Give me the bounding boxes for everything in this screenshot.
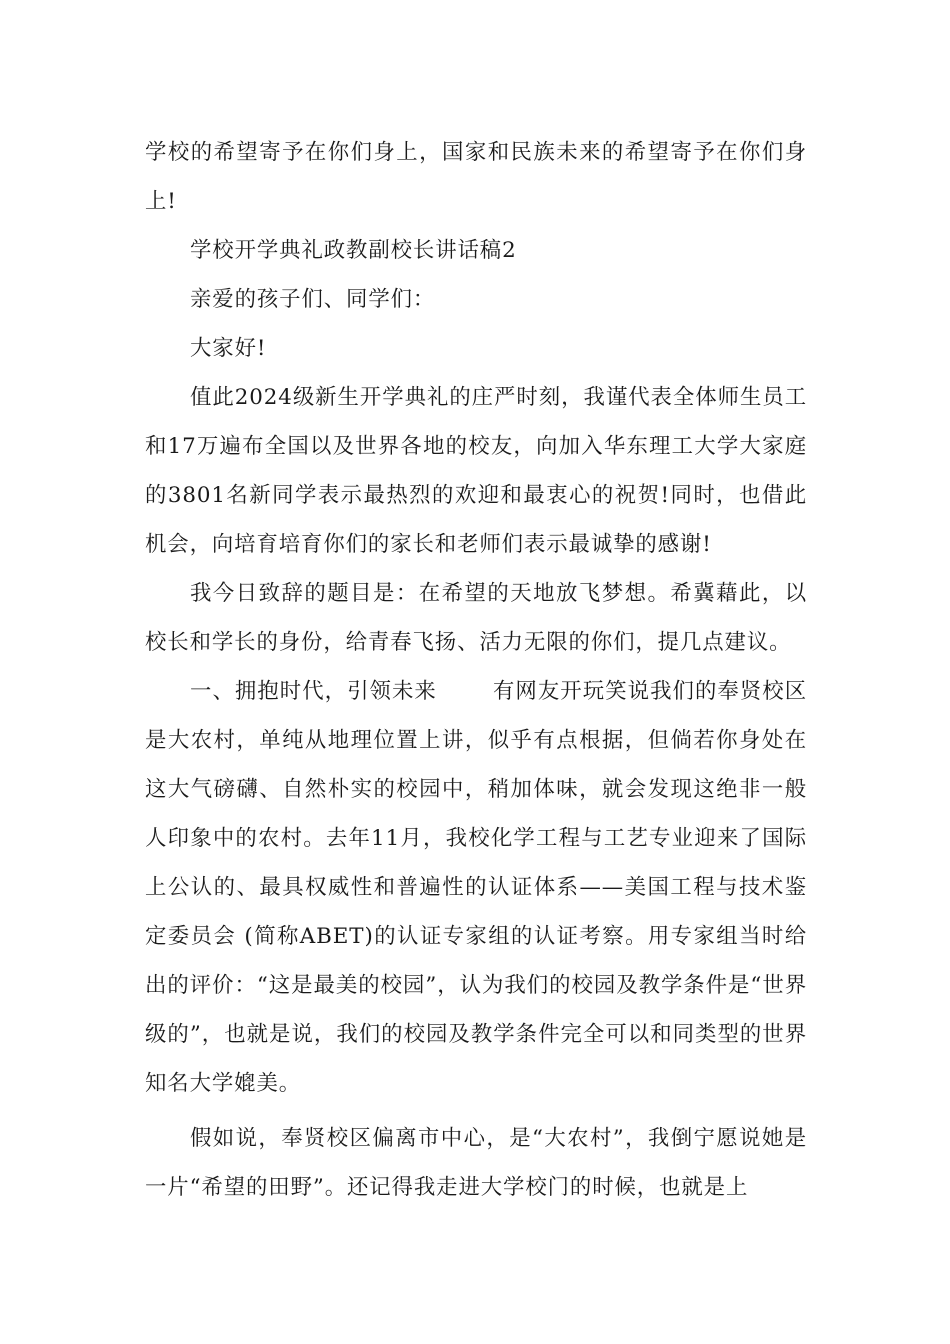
section-one-heading: 一、拥抱时代，引领未来 [190, 679, 437, 704]
greeting: 大家好! [190, 336, 267, 361]
paragraph-topic: 我今日致辞的题目是：在希望的天地放飞梦想。希冀藉此，以校长和学长的身份，给青春飞扬、活力无限的你们，提几点建议。 [145, 581, 807, 655]
section-one-body: 有网友开玩笑说我们的奉贤校区是大农村，单纯从地理位置上讲，似乎有点根据，但倘若你身处在这大气磅礴、自然朴实的校园中，稍加体味，就会发现这绝非一般人印象中的农村。去年11月，我校化学工程与工艺专业迎来了国际上公认的、最具权威性和普遍性的认证体系——美国工程与技术鉴定委员会 (简称ABET)的认证专家组的认证考察。用专家组当时给出的评价：“这是最美的校园”，认为我们的校园及教学条件是“世界级的”，也就是说，我们的校园及教学条件完全可以和同类型的世界知名大学媲美。 [145, 679, 807, 1096]
section-title: 学校开学典礼政教副校长讲话稿2 [190, 238, 517, 263]
salutation: 亲爱的孩子们、同学们： [190, 287, 436, 312]
paragraph-welcome: 值此2024级新生开学典礼的庄严时刻，我谨代表全体师生员工和17万遍布全国以及世界各地的校友，向加入华东理工大学大家庭的3801名新同学表示最热烈的欢迎和最衷心的祝贺!同时，也借此机会，向培育培育你们的家长和老师们表示最诚挚的感谢! [145, 385, 807, 557]
paragraph-hope-field: 假如说，奉贤校区偏离市中心，是“大农村”，我倒宁愿说她是一片“希望的田野”。还记得我走进大学校门的时候，也就是上 [145, 1126, 807, 1200]
paragraph-section-one [145, 667, 807, 1108]
document-body [145, 128, 807, 1212]
paragraph-closing-line: 学校的希望寄予在你们身上，国家和民族未来的希望寄予在你们身上! [145, 140, 807, 214]
